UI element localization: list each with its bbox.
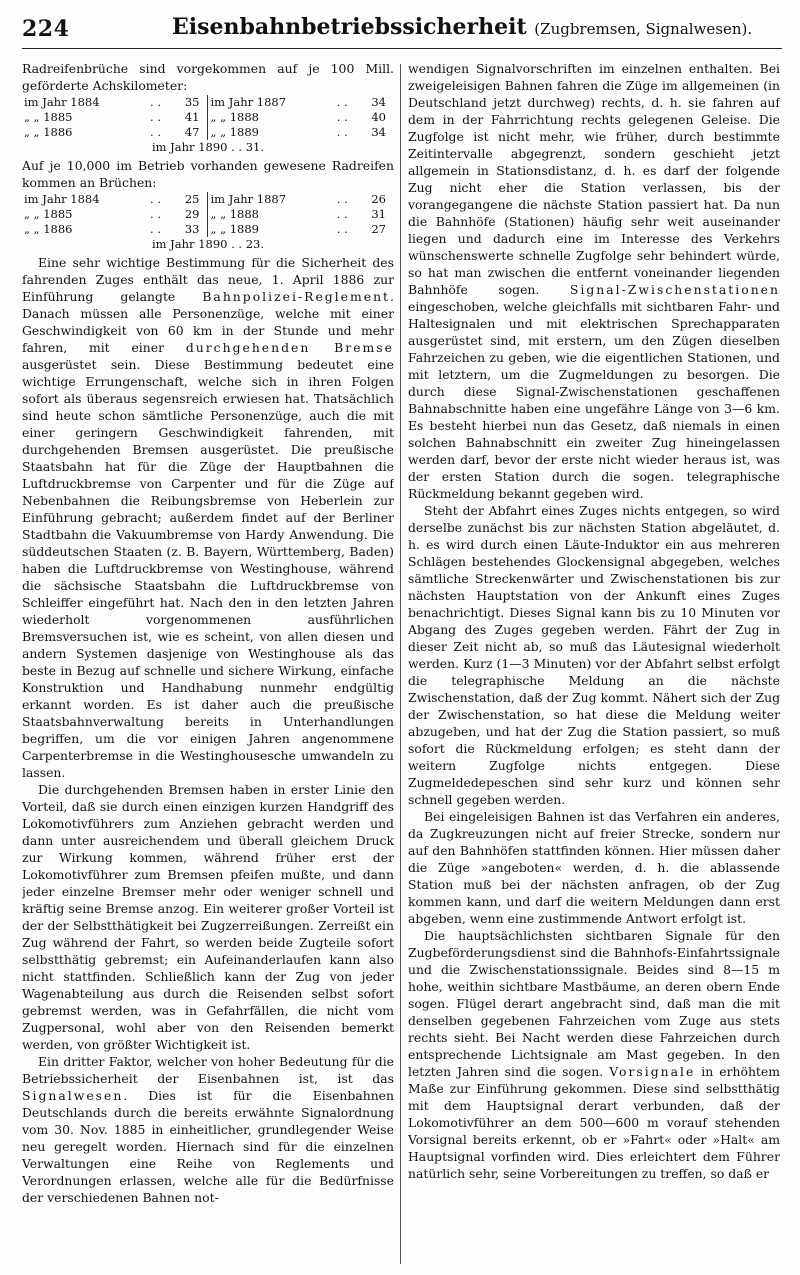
stats-cell-year-label: „ „ 1886: [24, 125, 73, 139]
stats-cell-year-label: im Jahr 1887: [210, 192, 287, 206]
stats-cell-dots: . .: [336, 222, 348, 236]
stats-cell-value: 33: [171, 222, 208, 237]
paragraph-abfahrt: Steht der Abfahrt eines Zuges nichts entgegen, so wird derselbe zunächst bis zur nächsten Station abgeläutet, d. h. es wird durch einen Läute-Induktor ein aus mehreren Schlägen bestehendes Glockensignal abgegeben, welches sämtliche Streckenwärter und Zwischenstationen bis zur nächsten Hauptstation von der Ankunft eines Zuges benachrichtigt. Dieses Signal kann bis zu 10 Minuten vor Abgang des Zuges gegeben werden. Fährt der Zug in dieser Zeit nicht ab, so muß das Läutesignal wiederholt werden. Kurz (1—3 Minuten) vor der Abfahrt selbst erfolgt die telegraphische Meldung an die nächste Zwischenstation, daß der Zug kommt. Nähert sich der Zug der Zwischenstation, so hat diese die Meldung weiter abzugeben, und hat der Zug die Station passiert, so muß sofort die Rückmeldung erfolgen; es steht dann der weitern Zugfolge nichts entgegen. Diese Zugmeldedepeschen sind sehr kurz und können sehr schnell gegeben werden.: [408, 503, 780, 807]
stats-row: [22, 207, 394, 222]
text-run: eingeschoben, welche gleichfalls mit sichtbaren Fahr- und Haltesignalen und mit elektrischen Sprechapparaten ausgerüstet sind, mit erstern, um den Zügen dieselben Fahrzeichen zu geben, wie die eigentlichen Stationen, und mit letztern, um die Zugmeldungen zu besorgen. Die durch diese Signal-Zwischenstationen geschaffenen Bahnabschnitte haben eine ungefähre Länge von 3—6 km. Es besteht hierbei nun das Gesetz, daß niemals in einen solchen Bahnabschnitt ein zweiter Zug hineingelassen werden darf, bevor der erste nicht wieder heraus ist, was der ersten Station durch die sogen. telegraphische Rückmeldung bekannt gegeben wird.: [408, 299, 780, 501]
stats-cell-year-label: im Jahr 1887: [210, 95, 287, 109]
stats-cell-dots: . .: [336, 207, 348, 221]
stats-cell-dots: . .: [150, 207, 161, 221]
paragraph-signalwesen: [22, 1053, 394, 1206]
stats-cell-year-label: „ „ 1888: [210, 207, 259, 221]
column-divider: [400, 64, 401, 1264]
text-run: Eine sehr wichtige Bestimmung für die Sicherheit des fahrenden Zuges enthält das neue, 1. April 1886 zur Einführung gelangte: [22, 255, 394, 304]
stats-cell-year-label: „ „ 1889: [210, 125, 259, 139]
stats-cell-year-label: „ „ 1886: [24, 222, 73, 236]
stats-cell-year-label: im Jahr 1884: [24, 95, 100, 109]
stats-cell-year-label: „ „ 1889: [210, 222, 259, 236]
emphasis-term: durchgehenden Bremse: [185, 340, 394, 355]
paragraph-bahnpolizei: [22, 254, 394, 781]
running-title-subtitle: (Zugbremsen, Signalwesen).: [534, 20, 753, 38]
stats-row: [22, 110, 394, 125]
stats-cell-dots: . .: [336, 95, 348, 109]
stats-intro-2: Auf je 10,000 im Betrieb vorhanden gewesene Radreifen kommen an Brüchen:: [22, 158, 394, 190]
page-header: [22, 14, 782, 49]
running-title-main: Eisenbahnbetriebssicherheit: [172, 14, 527, 40]
stats-row: [22, 95, 394, 110]
running-title: [172, 14, 752, 40]
right-column: [408, 60, 780, 1265]
stats-table-1-final: im Jahr 1890 . . 31.: [151, 140, 265, 154]
stats-cell-value: 34: [371, 125, 386, 139]
emphasis-term: Bahnpolizei-Reglement: [202, 289, 391, 304]
stats-cell-year-label: „ „ 1885: [24, 110, 73, 124]
stats-intro-1: Radreifenbrüche sind vorgekommen auf je 100 Mill. geförderte Achskilometer:: [22, 61, 394, 93]
stats-cell-dots: . .: [336, 125, 348, 139]
emphasis-term: Signalwesen: [22, 1088, 124, 1103]
stats-table-2: [22, 192, 394, 237]
stats-cell-value: 29: [171, 207, 208, 222]
paragraph-signalvorschriften: [408, 60, 780, 502]
stats-cell-value: 34: [371, 95, 386, 109]
stats-cell-dots: . .: [150, 125, 161, 139]
stats-cell-value: 27: [371, 222, 386, 236]
text-run: Die hauptsächlichsten sichtbaren Signale für den Zugbeförderungsdienst sind die Bahnhofs-Einfahrtssignale und die Zwischenstationssignale. Beides sind 8—15 m hohe, weithin sichtbare Mastbäume, an deren obern Ende sogen. Flügel derart angebracht sind, daß man die mit denselben gegebenen Fahrzeichen vom Zuge aus stets rechts sieht. Bei Nacht werden diese Fahrzeichen durch entsprechende Lichtsignale am Mast gegeben. In den letzten Jahren sind die sogen.: [408, 928, 780, 1079]
page-number: 224: [22, 16, 70, 42]
paragraph-eingeleisig: Bei eingeleisigen Bahnen ist das Verfahren ein anderes, da Zugkreuzungen nicht auf freier Strecke, sondern nur auf den Bahnhöfen stattfinden können. Hier müssen daher die Züge »angeboten« werden, d. h. die ablassende Station muß bei der nächsten anfragen, ob der Zug kommen kann, und darf die weitern Meldungen dann erst abgeben, wenn eine zustimmende Antwort erfolgt ist.: [408, 809, 780, 926]
stats-cell-year-label: „ „ 1885: [24, 207, 73, 221]
stats-cell-dots: . .: [150, 110, 161, 124]
stats-row: [22, 125, 394, 140]
text-run: ausgerüstet sein. Diese Bestimmung bedeutet eine wichtige Errungenschaft, welche sich in ihren Folgen sofort als überaus segensreich erwiesen hat. Thatsächlich sind heute schon sämtliche Personenzüge, auch die mit einer geringern Geschwindigkeit fahrenden, mit durchgehenden Bremsen ausgerüstet. Die preußische Staatsbahn hat für die Züge der Hauptbahnen die Luftdruckbremse von Carpenter und für die Züge auf Nebenbahnen die Reibungsbremse von Heberlein zur Einführung gebracht; außerdem findet auf der Berliner Stadtbahn die Vakuumbremse von Hardy Anwendung. Die süddeutschen Staaten (z. B. Bayern, Württemberg, Baden) haben die Luftdruckbremse von Westinghouse, während die sächsische Staatsbahn die Luftdruckbremse von Schleiffer eingeführt hat. Nach den in den letzten Jahren wiederholt vorgenommenen ausführlichen Bremsversuchen ist, wie es scheint, von allen diesen und andern Systemen dasjenige von Westinghouse als das beste in Bezug auf schnelle und sichere Wirkung, einfache Konstruktion und Handhabung nunmehr endgültig erkannt worden. Es ist daher auch die preußische Staatsbahnverwaltung bereits in Unterhandlungen begriffen, um die vor einigen Jahren angenommene Carpenterbremse in die Westinghousesche umwandeln zu lassen.: [22, 357, 394, 780]
stats-cell-dots: . .: [150, 192, 161, 206]
stats-cell-year-label: „ „ 1888: [210, 110, 259, 124]
stats-cell-dots: . .: [150, 95, 161, 109]
text-run: wendigen Signalvorschriften im einzelnen enthalten. Bei zweigeleisigen Bahnen fahren die Züge im allgemeinen (in Deutschland jetzt durchweg) rechts, d. h. sie fahren auf dem in der Fahrrichtung rechts gelegenen Geleise. Die Zugfolge ist nicht mehr, wie früher, durch bestimmte Zeitintervalle abgegrenzt, sondern geschieht jetzt allgemein in Stationsdistanz, d. h. es darf der folgende Zug nicht eher die Station verlassen, bis der vorangegangene die nächste Station passiert hat. Da nun die Bahnhöfe (Stationen) häufig sehr weit auseinander liegen und dadurch eine im Interesse des Verkehrs wünschenswerte schnelle Zugfolge sehr behindert würde, so hat man zwischen die entfernt voneinander liegenden Bahnhöfe sogen.: [408, 61, 780, 297]
paragraph-bremsen-vorteil: Die durchgehenden Bremsen haben in erster Linie den Vorteil, daß sie durch einen einzigen kurzen Handgriff des Lokomotivführers zum Anziehen gebracht werden und dann unter ausreichendem und überall gleichem Druck zur Wirkung kommen, während früher erst der Lokomotivführer zum Bremsen pfeifen mußte, und dann jeder einzelne Bremser mehr oder weniger schnell und kräftig seine Bremse anzog. Ein weiterer großer Vorteil ist der der Selbstthätigkeit bei Zugzerreißungen. Zerreißt ein Zug während der Fahrt, so werden beide Zugteile sofort selbstthätig gebremst; ein Aufeinanderlaufen kann also nicht stattfinden. Schließlich kann der Zug von jeder Wagenabteilung aus durch die Reisenden selbst sofort gebremst werden, was in Gefahrfällen, die nicht vom Zugpersonal, wohl aber von den Reisenden bemerkt werden, von größter Wichtigkeit ist.: [22, 782, 394, 1052]
stats-table-1: [22, 95, 394, 140]
stats-row: [22, 222, 394, 237]
stats-table-2-final: im Jahr 1890 . . 23.: [151, 237, 265, 251]
emphasis-term: Vorsignale: [609, 1064, 696, 1079]
stats-cell-dots: . .: [336, 110, 348, 124]
stats-cell-value: 47: [171, 125, 208, 140]
stats-cell-dots: . .: [150, 222, 161, 236]
stats-cell-value: 26: [371, 192, 386, 206]
stats-cell-value: 35: [171, 95, 208, 110]
stats-cell-value: 31: [371, 207, 386, 221]
text-run: in erhöhtem Maße zur Einführung gekommen. Diese sind selbstthätig mit dem Hauptsignal derart verbunden, daß der Lokomotivführer an dem 500—600 m vorauf stehenden Vorsignal bereits erkennt, ob er »Fahrt« oder »Halt« am Hauptsignal vorfinden wird. Dies erleichtert dem Führer natürlich sehr, seine Vorbereitungen zu treffen, so daß er: [408, 1064, 780, 1181]
stats-cell-value: 40: [371, 110, 386, 124]
stats-cell-value: 25: [171, 192, 208, 207]
text-run: . Danach müssen alle Personenzüge, welche mit einer Geschwindigkeit von 60 km in der Stunde und mehr fahren, mit einer: [22, 289, 394, 355]
stats-cell-year-label: im Jahr 1884: [24, 192, 100, 206]
emphasis-term: Signal-Zwischenstationen: [569, 282, 780, 297]
stats-cell-dots: . .: [336, 192, 348, 206]
text-run: . Dies ist für die Eisenbahnen Deutschlands durch die bereits erwähnte Signalordnung vom 30. Nov. 1885 in einheitlicher, grundlegender Weise neu geregelt worden. Hiernach sind für die einzelnen Verwaltungen eine Reihe von Reglements und Verordnungen erlassen, welche alle für die Bedürfnisse der verschiedenen Bahnen not-: [22, 1088, 394, 1205]
stats-cell-value: 41: [171, 110, 208, 125]
left-column: [22, 60, 394, 1265]
paragraph-sichtbare-signale: [408, 927, 780, 1182]
stats-row: [22, 192, 394, 207]
text-run: Ein dritter Faktor, welcher von hoher Bedeutung für die Betriebssicherheit der Eisenbahnen ist, ist das: [22, 1054, 394, 1086]
